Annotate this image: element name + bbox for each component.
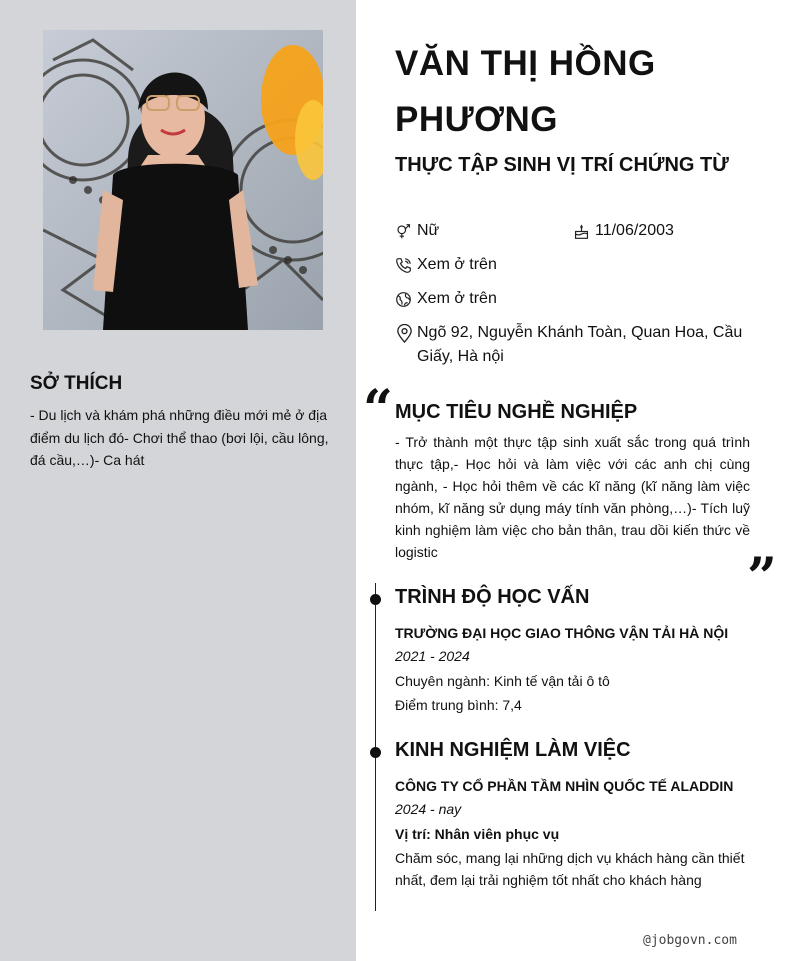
job-position: THỰC TẬP SINH VỊ TRÍ CHỨNG TỪ: [395, 154, 729, 176]
phone-row: [395, 253, 497, 277]
education-school: TRƯỜNG ĐẠI HỌC GIAO THÔNG VẬN TẢI HÀ NỘI: [395, 625, 729, 641]
objective-title: MỤC TIÊU NGHỀ NGHIỆP: [395, 401, 638, 423]
quote-open-icon: “: [363, 379, 393, 440]
education-title: TRÌNH ĐỘ HỌC VẤN: [395, 586, 590, 608]
address-value: Ngõ 92, Nguyễn Khánh Toàn, Quan Hoa, Cầu Giấy, Hà nội: [417, 324, 743, 365]
experience-company: CÔNG TY CỔ PHẦN TẦM NHÌN QUỐC TẾ ALADDIN: [395, 778, 734, 794]
experience-role: Vị trí: Nhân viên phục vụ: [395, 826, 560, 842]
globe-icon: [395, 287, 417, 311]
map-pin-icon: [395, 321, 417, 345]
gender-value: Nữ: [417, 222, 440, 239]
education-major: Chuyên ngành: Kinh tế vận tải ô tô: [395, 673, 610, 689]
quote-close-icon: ”: [747, 547, 777, 608]
experience-dot: [370, 747, 381, 758]
gender-icon: [395, 219, 417, 243]
experience-description: Chăm sóc, mang lại những dịch vụ khách hàng cần thiết nhất, đem lại trải nghiệm tốt nhất cho khách hàng: [395, 850, 745, 888]
website-value: Xem ở trên: [417, 290, 497, 307]
address-row: [395, 321, 750, 369]
objective-text: - Trở thành một thực tập sinh xuất sắc trong quá trình thực tập,- Học hỏi và làm việc với các anh chị cùng ngành, - Học hỏi thêm về các kĩ năng (kĩ năng làm việc nhóm, kĩ năng sử dụng máy tính văn phòng,…)- Tích luỹ kinh nghiệm làm việc cho bản thân, trau dồi kiến thức về logistic: [395, 434, 750, 560]
hobbies-title: SỞ THÍCH: [30, 373, 123, 394]
experience-period: 2024 - nay: [395, 801, 462, 817]
footer-watermark: @jobgovn.com: [643, 933, 737, 948]
candidate-name: VĂN THỊ HỒNG PHƯƠNG: [395, 44, 656, 139]
profile-photo: [43, 30, 323, 330]
hobbies-text: - Du lịch và khám phá những điều mới mẻ ở địa điểm du lịch đó- Chơi thể thao (bơi lội, cầu lông, đá cầu,…)- Ca hát: [30, 407, 329, 468]
education-period: 2021 - 2024: [395, 648, 470, 664]
website-row: [395, 287, 497, 311]
gender-row: [395, 219, 439, 243]
cake-icon: [573, 219, 595, 243]
phone-icon: [395, 253, 417, 277]
phone-value: Xem ở trên: [417, 256, 497, 273]
experience-title: KINH NGHIỆM LÀM VIỆC: [395, 739, 631, 761]
education-dot: [370, 594, 381, 605]
birthday-row: [573, 219, 674, 243]
education-gpa: Điểm trung bình: 7,4: [395, 697, 522, 713]
birthday-value: 11/06/2003: [595, 222, 674, 239]
